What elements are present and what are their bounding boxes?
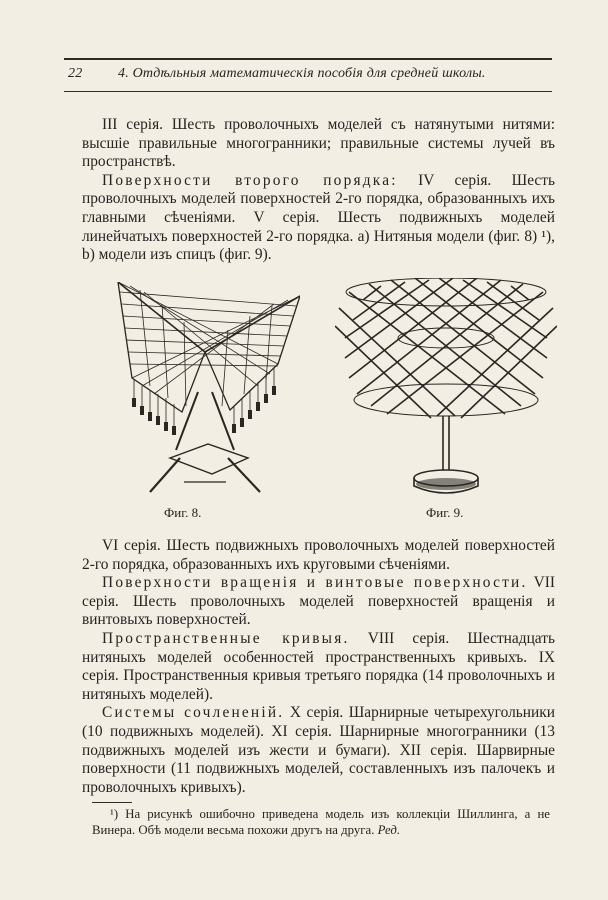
paragraph-second-order-surfaces [82, 172, 555, 265]
paragraph-space-curves [82, 630, 555, 704]
section-rest: VII серія. Шесть проволочныхъ моделей поверхностей вращенія и винтовыхъ поверхностей. [82, 574, 556, 629]
footnote-text: ¹) На рисункѣ ошибочно приведена модель изъ коллекціи Шиллинга, а не Винера. Обѣ модели весьма похожи другъ на друга. [92, 807, 550, 837]
paragraph-series-6: VI серія. Шесть подвижныхъ проволочныхъ моделей поверхностей 2-го порядка, образованныхъ ихъ круговыми сѣченіями. [82, 537, 555, 573]
paragraph-surfaces-of-revolution [82, 574, 555, 630]
editor-mark: Ред. [377, 823, 401, 837]
header-top-rule [64, 58, 552, 60]
section-rest: VIII серія. Шестнадцать нитяныхъ моделей особенностей пространственныхъ кривыхъ. IX серія. Пространственныя кривыя третьяго порядка (14 проволочныхъ и нитяныхъ моделей). [82, 629, 555, 703]
footnote-rule [92, 802, 132, 803]
section-lead: Поверхности вращенія и винтовые поверхности. [102, 574, 528, 592]
paragraph-series-3: III серія. Шесть проволочныхъ моделей съ натянутыми нитями: высшіе правильные многогранники; правильные системы лучей въ пространствѣ. [82, 116, 555, 171]
running-title: 4. Отдѣльныя математическія пособія для средней школы. [118, 66, 486, 81]
section-rest: X серія. Шарнирные четырехугольники (10 подвижныхъ моделей). XI серія. Шарнирные многогранники (13 подвижныхъ моделей изъ жести и бумаги). XII серія. Шарвирные поверхности (11 подвижныхъ моделей, составленныхъ изъ палочекъ и проволочныхъ кривыхъ). [82, 704, 555, 796]
section-lead: Системы сочлененій. [102, 704, 285, 722]
text-block-top [82, 116, 555, 265]
figure-8-caption: Фиг. 8. [164, 505, 202, 520]
header-bottom-rule [64, 91, 552, 92]
text-block-bottom [82, 537, 555, 797]
section-lead: Поверхности второго порядка: [102, 171, 398, 189]
figure-9-rod-model [335, 278, 557, 500]
page-number: 22 [68, 66, 83, 81]
section-lead: Пространственные кривыя. [102, 629, 350, 647]
paragraph-linkage-systems [82, 704, 555, 797]
figure-8-thread-model [110, 282, 300, 498]
section-rest: IV серія. Шесть проволочныхъ моделей поверхностей 2-го порядка, образованныхъ ихъ главными сѣченіями. V серія. Шесть подвижныхъ моделей линейчатыхъ поверхностей 2-го порядка. а) Нитяныя модели (фиг. 8) ¹), b) модели изъ спицъ (фиг. 9). [82, 171, 555, 264]
figure-9-caption: Фиг. 9. [426, 505, 464, 520]
footnote [92, 806, 550, 838]
